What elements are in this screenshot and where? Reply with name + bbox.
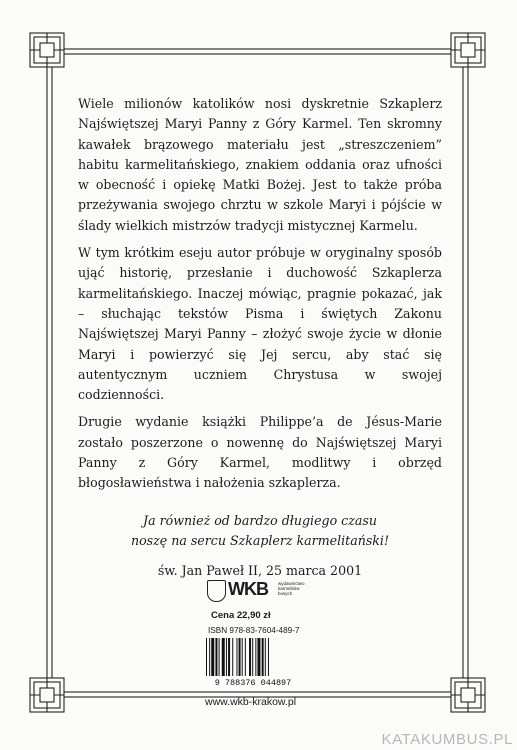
paragraph-1: Wiele milionów katolików nosi dyskretnie Szkaplerz Najświętszej Maryi Panny z Góry Karmel. Ten skromny kawałek brązowego materiału jest „streszczeniem” habitu karmelitańskiego, znakiem oddania oraz ufności w obecność i opiekę Matki Bożej. Jest to także próba przeżywania swojego chrztu w szkole Maryi i pójście w ślady wielkich mistrzów tradycji mistycznej Karmelu. bbox=[78, 96, 442, 233]
barcode-bar bbox=[215, 638, 217, 676]
paragraph-2: W tym krótkim eseju autor próbuje w oryginalny sposób ująć historię, przesłanie i duchowość Szkaplerza karmelitańskiego. Inaczej mówiąc, pragnie pokazać, jak – słuchając tekstów Pisma i świętych Zakonu Najświętszej Maryi Panny – złożyć swoje życie w dłonie Maryi i powierzyć się Jej sercu, aby stać się autentycznym uczniem Chrystusa w swojej codzienności. bbox=[78, 245, 442, 403]
quote bbox=[78, 511, 442, 552]
publisher-logo-text: WKB bbox=[228, 579, 268, 599]
price: Cena 22,90 zł bbox=[211, 610, 271, 621]
quote-line-1: Ja również od bardzo długiego czasu bbox=[143, 512, 377, 528]
barcode-bar bbox=[255, 638, 256, 676]
barcode-bar bbox=[239, 638, 241, 676]
corner-knot-bottom-left-icon bbox=[30, 678, 64, 712]
barcode-digits: 9 788376 044897 bbox=[214, 678, 292, 686]
barcode-bar bbox=[219, 638, 220, 676]
watermark: KATAKUMBUS.PL bbox=[381, 731, 513, 748]
barcode-bar bbox=[232, 638, 233, 676]
barcode-bar bbox=[249, 638, 251, 676]
barcode-bar bbox=[242, 638, 243, 676]
publisher-logo bbox=[200, 580, 320, 602]
paragraph-3: Drugie wydanie książki Philippe’a de Jésus-Marie zostało poszerzone o nowennę do Najświętszej Maryi Panny z Góry Karmel, modlitwy i obrzęd błogosławieństwa i nałożenia szkaplerza. bbox=[78, 414, 442, 491]
barcode-bar bbox=[262, 638, 264, 676]
barcode-bar bbox=[236, 638, 237, 676]
barcode-bar bbox=[257, 638, 260, 676]
shield-icon bbox=[207, 580, 226, 602]
barcode-bar bbox=[252, 638, 253, 676]
description-block bbox=[78, 94, 442, 582]
barcode-bar bbox=[206, 638, 207, 676]
barcode-icon bbox=[198, 636, 308, 686]
barcode-bar bbox=[226, 638, 227, 676]
barcode-bar bbox=[209, 638, 210, 676]
barcode-bar bbox=[265, 638, 266, 676]
quote-line-2: noszę na sercu Szkaplerz karmelitański! bbox=[130, 532, 390, 548]
barcode-bar bbox=[245, 638, 246, 676]
quote-attribution: św. Jan Paweł II, 25 marca 2001 bbox=[157, 563, 363, 579]
corner-knot-top-left-icon bbox=[30, 33, 64, 67]
barcode-bar bbox=[228, 638, 230, 676]
barcode-bar bbox=[211, 638, 214, 676]
website-url: www.wkb-krakow.pl bbox=[205, 696, 297, 708]
corner-knot-bottom-right-icon bbox=[451, 678, 485, 712]
publisher-small-text: wydawnictwo karmelitów bosych bbox=[278, 581, 305, 596]
isbn: ISBN 978-83-7604-489-7 bbox=[208, 626, 300, 635]
corner-knot-top-right-icon bbox=[451, 33, 485, 67]
barcode-bar bbox=[268, 638, 269, 676]
barcode-bar bbox=[222, 638, 225, 676]
